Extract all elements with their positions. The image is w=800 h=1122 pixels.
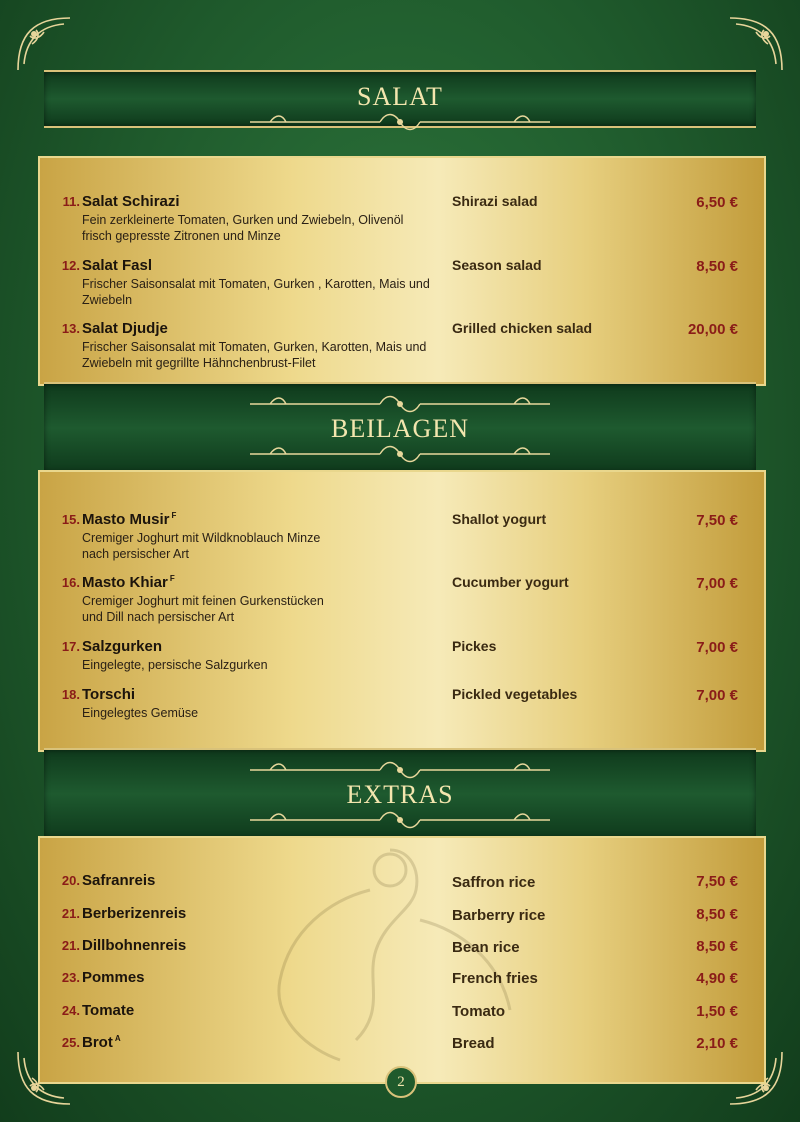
item-name: Pommes (82, 969, 145, 986)
item-price: 7,00 € (696, 575, 738, 592)
item-name: Salzgurken (82, 638, 163, 655)
item-number: 13. (61, 321, 80, 336)
item-name: Dillbohnenreis (82, 937, 187, 954)
item-english-name: Grilled chicken salad (452, 320, 593, 336)
item-description: Frischer Saisonsalat mit Tomaten, Gurken, Karotten, Mais und Zwiebeln mit gegrillte Hähnchenbrust-Filet (82, 340, 427, 370)
item-english-name: Tomato (452, 1003, 506, 1020)
item-price: 8,50 € (696, 258, 738, 275)
section-title: SALAT (357, 82, 443, 111)
item-price: 2,10 € (696, 1035, 738, 1052)
item-number: 12. (61, 258, 80, 273)
corner-ornament-icon (14, 14, 74, 74)
item-price: 7,50 € (696, 873, 738, 890)
item-name: Berberizenreis (82, 905, 187, 922)
item-price: 7,00 € (696, 639, 738, 656)
corner-ornament-icon (726, 14, 786, 74)
item-english-name: Pickes (452, 638, 497, 654)
item-english-name: Pickled vegetables (452, 686, 578, 702)
item-description: Cremiger Joghurt mit Wildknoblauch Minze nach persischer Art (82, 531, 321, 561)
item-name: Salat Djudje (82, 320, 168, 337)
item-english-name: Bread (452, 1035, 495, 1052)
item-number: 23. (61, 970, 80, 985)
item-price: 7,00 € (696, 687, 738, 704)
item-english-name: Saffron rice (452, 874, 536, 891)
item-number: 16. (61, 575, 80, 590)
item-description: Cremiger Joghurt mit feinen Gurkenstücken und Dill nach persischer Art (82, 594, 324, 624)
allergen-mark: F (169, 574, 175, 583)
item-name: Masto Musir $^F$ (82, 511, 177, 528)
item-english-name: Cucumber yogurt (452, 574, 569, 590)
item-description: Fein zerkleinerte Tomaten, Gurken und Zwiebeln, Olivenöl frisch gepresste Zitronen und Minze (82, 213, 404, 243)
item-number: 25. (61, 1035, 80, 1050)
item-price: 8,50 € (696, 906, 738, 923)
item-price: 6,50 € (696, 194, 738, 211)
item-price: 1,50 € (696, 1003, 738, 1020)
item-number: 15. (61, 512, 80, 527)
item-english-name: Bean rice (452, 939, 520, 956)
section-title: BEILAGEN (331, 414, 469, 443)
item-price: 8,50 € (696, 938, 738, 955)
item-description: Frischer Saisonsalat mit Tomaten, Gurken , Karotten, Mais und Zwiebeln (82, 277, 430, 307)
item-number: 21. (61, 906, 80, 921)
section-header-beilagen (44, 382, 756, 474)
item-english-name: Season salad (452, 257, 542, 273)
flourish-icon (240, 110, 560, 134)
item-number: 18. (61, 687, 80, 702)
item-name: Safranreis (82, 872, 156, 889)
flourish-icon (240, 808, 560, 832)
item-english-name: French fries (452, 970, 538, 987)
item-number: 11. (62, 194, 80, 209)
item-price: 4,90 € (696, 970, 738, 987)
page-number: 2 (385, 1066, 417, 1098)
section-header-salat (44, 70, 756, 128)
flourish-icon (240, 442, 560, 466)
item-name: Tomate (82, 1002, 135, 1019)
flourish-icon (240, 392, 560, 416)
item-number: 24. (61, 1003, 80, 1018)
allergen-mark: A (114, 1034, 121, 1043)
item-number: 21. (61, 938, 80, 953)
item-english-name: Barberry rice (452, 907, 546, 924)
item-price: 20,00 € (687, 321, 738, 338)
item-number: 20. (61, 873, 80, 888)
allergen-mark: F (171, 511, 177, 520)
item-name: Salat Schirazi (82, 193, 180, 210)
item-number: 17. (61, 639, 80, 654)
item-description: Eingelegtes Gemüse (82, 706, 199, 720)
flourish-icon (240, 758, 560, 782)
item-description: Eingelegte, persische Salzgurken (82, 658, 268, 672)
section-title: EXTRAS (346, 780, 454, 809)
item-name: Brot $^A$ (82, 1034, 121, 1051)
item-name: Masto Khiar $^F$ (82, 574, 175, 591)
section-header-extras (44, 748, 756, 840)
item-price: 7,50 € (696, 512, 738, 529)
item-name: Torschi (82, 686, 136, 703)
item-name: Salat Fasl (82, 257, 153, 274)
item-english-name: Shirazi salad (452, 193, 538, 209)
item-english-name: Shallot yogurt (452, 511, 547, 527)
